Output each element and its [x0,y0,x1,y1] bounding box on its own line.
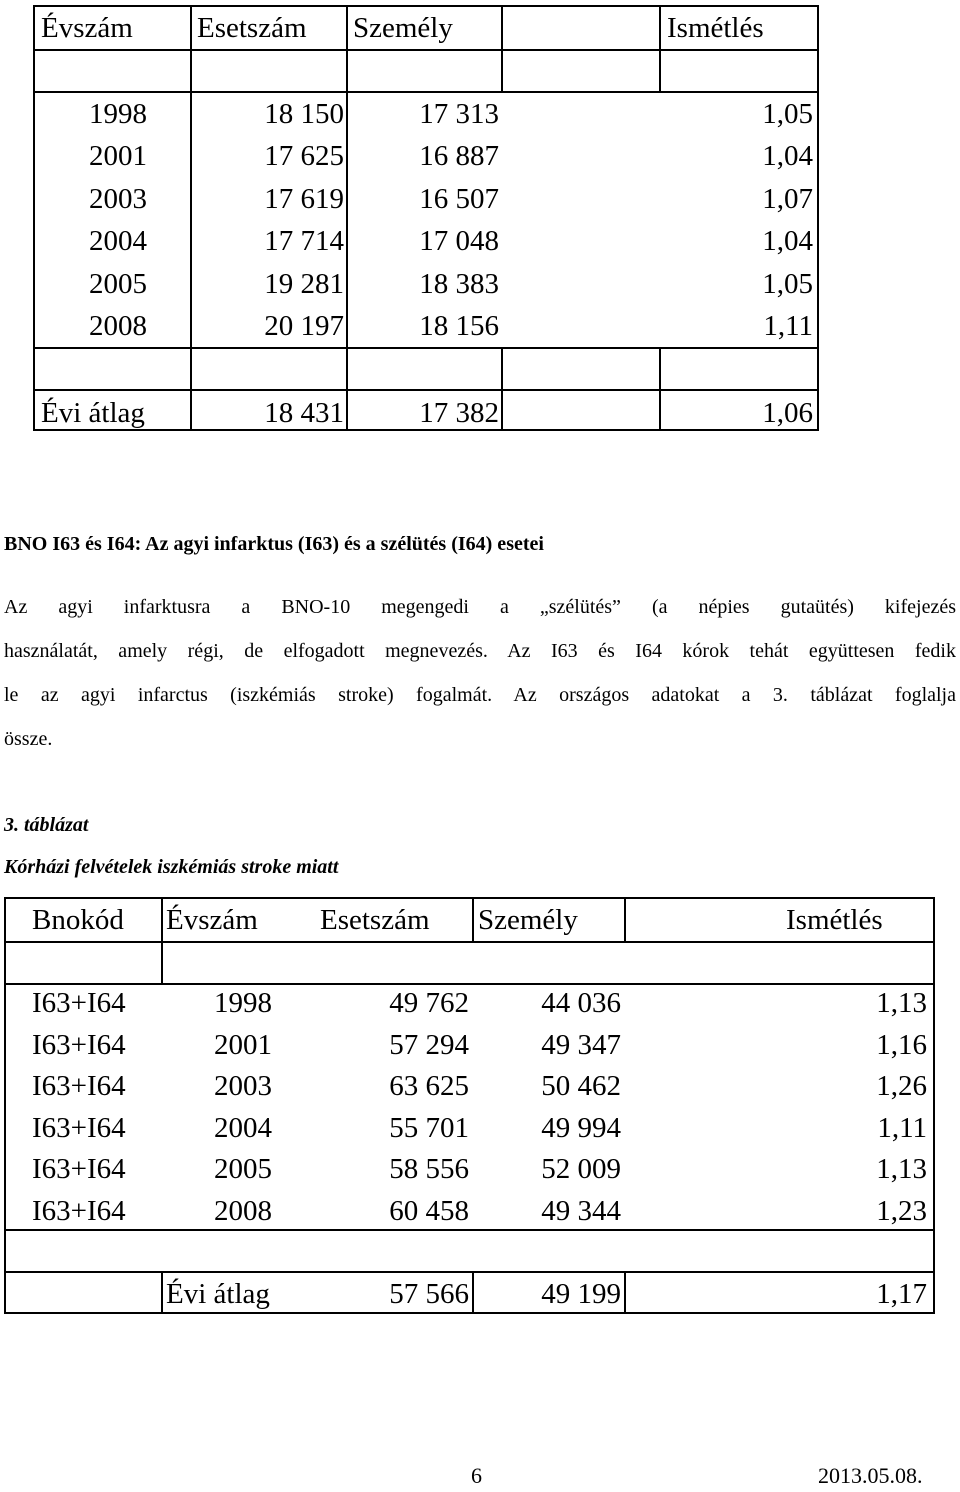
table-label: 3. táblázat [4,814,89,836]
repeat-cell: 1,13 [876,987,927,1019]
cases-cell: 17 625 [264,140,344,172]
persons-cell: 16 887 [419,140,499,172]
repeat-cell: 1,17 [876,1278,927,1310]
cases-cell: 57 566 [389,1278,469,1310]
code-cell: I63+I64 [32,1029,126,1061]
page-number: 6 [471,1463,482,1488]
table-3 [4,897,935,1314]
year-cell: 2008 [89,310,147,342]
repeat-cell: 1,04 [762,225,813,257]
cases-cell: 60 458 [389,1195,469,1227]
year-cell: 2008 [214,1195,272,1227]
table-divider [6,1229,933,1231]
table-row [6,1070,933,1102]
column-header: Esetszám [320,904,430,936]
persons-cell: 16 507 [419,183,499,215]
persons-cell: 18 156 [419,310,499,342]
table-row [6,1029,933,1061]
persons-cell: 18 383 [419,268,499,300]
year-cell: 2001 [214,1029,272,1061]
year-cell: 2004 [214,1112,272,1144]
table-row [6,1195,933,1227]
repeat-cell: 1,05 [762,98,813,130]
column-header: Személy [353,12,453,44]
cases-cell: 17 714 [264,225,344,257]
year-cell: 2003 [89,183,147,215]
code-cell: I63+I64 [32,1153,126,1185]
persons-cell: 49 344 [541,1195,621,1227]
persons-cell: 17 313 [419,98,499,130]
table-row [6,987,933,1019]
average-row [35,397,817,429]
year-cell: 2005 [214,1153,272,1185]
table-divider [190,7,192,429]
repeat-cell: 1,04 [762,140,813,172]
repeat-cell: 1,13 [876,1153,927,1185]
table-row [35,268,817,300]
cases-cell: 19 281 [264,268,344,300]
code-cell: I63+I64 [32,1070,126,1102]
average-label: Évi átlag [41,397,145,429]
repeat-cell: 1,23 [876,1195,927,1227]
cases-cell: 17 619 [264,183,344,215]
year-cell: 2003 [214,1070,272,1102]
persons-cell: 44 036 [541,987,621,1019]
cases-cell: 63 625 [389,1070,469,1102]
average-label: Évi átlag [166,1278,270,1310]
repeat-cell: 1,05 [762,268,813,300]
code-cell: I63+I64 [32,1112,126,1144]
repeat-cell: 1,16 [876,1029,927,1061]
section-heading: BNO I63 és I64: Az agyi infarktus (I63) és a szélütés (I64) esetei [4,533,544,555]
table-divider [346,7,348,429]
footer-date: 2013.05.08. [818,1463,923,1488]
persons-cell: 52 009 [541,1153,621,1185]
column-header: Ismétlés [667,12,764,44]
persons-cell: 17 382 [419,397,499,429]
table-divider [472,899,474,941]
persons-cell: 50 462 [541,1070,621,1102]
table-row [35,225,817,257]
cases-cell: 57 294 [389,1029,469,1061]
code-cell: I63+I64 [32,1195,126,1227]
table-row [35,98,817,130]
column-header: Esetszám [197,12,307,44]
table-1 [33,5,819,431]
year-cell: 2004 [89,225,147,257]
cases-cell: 49 762 [389,987,469,1019]
cases-cell: 58 556 [389,1153,469,1185]
column-header: Évszám [166,904,258,936]
year-cell: 2001 [89,140,147,172]
column-header: Ismétlés [786,904,883,936]
table-divider [35,389,817,391]
table-row [35,310,817,342]
repeat-cell: 1,06 [762,397,813,429]
repeat-cell: 1,07 [762,183,813,215]
paragraph-line: használatát, amely régi, de elfogadott megnevezés. Az I63 és I64 kórok tehát együttesen fedik [4,640,956,662]
table-row [35,140,817,172]
table-caption: Kórházi felvételek iszkémiás stroke miatt [4,856,339,878]
repeat-cell: 1,11 [763,310,813,342]
paragraph-line: össze. [4,728,53,750]
cases-cell: 20 197 [264,310,344,342]
table-divider [624,899,626,941]
cases-cell: 18 150 [264,98,344,130]
repeat-cell: 1,11 [877,1112,927,1144]
year-cell: 2005 [89,268,147,300]
column-header: Személy [478,904,578,936]
table-row [35,183,817,215]
year-cell: 1998 [214,987,272,1019]
table-divider [6,941,933,943]
persons-cell: 49 199 [541,1278,621,1310]
column-header: Bnokód [32,904,124,936]
year-cell: 1998 [89,98,147,130]
persons-cell: 17 048 [419,225,499,257]
paragraph-line: Az agyi infarktusra a BNO-10 megengedi a „szélütés” (a népies gutaütés) kifejezés [4,596,956,618]
column-header: Évszám [41,12,133,44]
table-divider [35,91,817,93]
table-row [6,1153,933,1185]
persons-cell: 49 994 [541,1112,621,1144]
table-divider [6,983,933,985]
table-row [6,1112,933,1144]
cases-cell: 18 431 [264,397,344,429]
code-cell: I63+I64 [32,987,126,1019]
repeat-cell: 1,26 [876,1070,927,1102]
cases-cell: 55 701 [389,1112,469,1144]
persons-cell: 49 347 [541,1029,621,1061]
table-divider [35,49,817,51]
table-divider [35,347,817,349]
table-divider [6,1271,933,1273]
average-row [6,1278,933,1310]
paragraph-line: le az agyi infarctus (iszkémiás stroke) fogalmát. Az országos adatokat a 3. táblázat foglalja [4,684,956,706]
